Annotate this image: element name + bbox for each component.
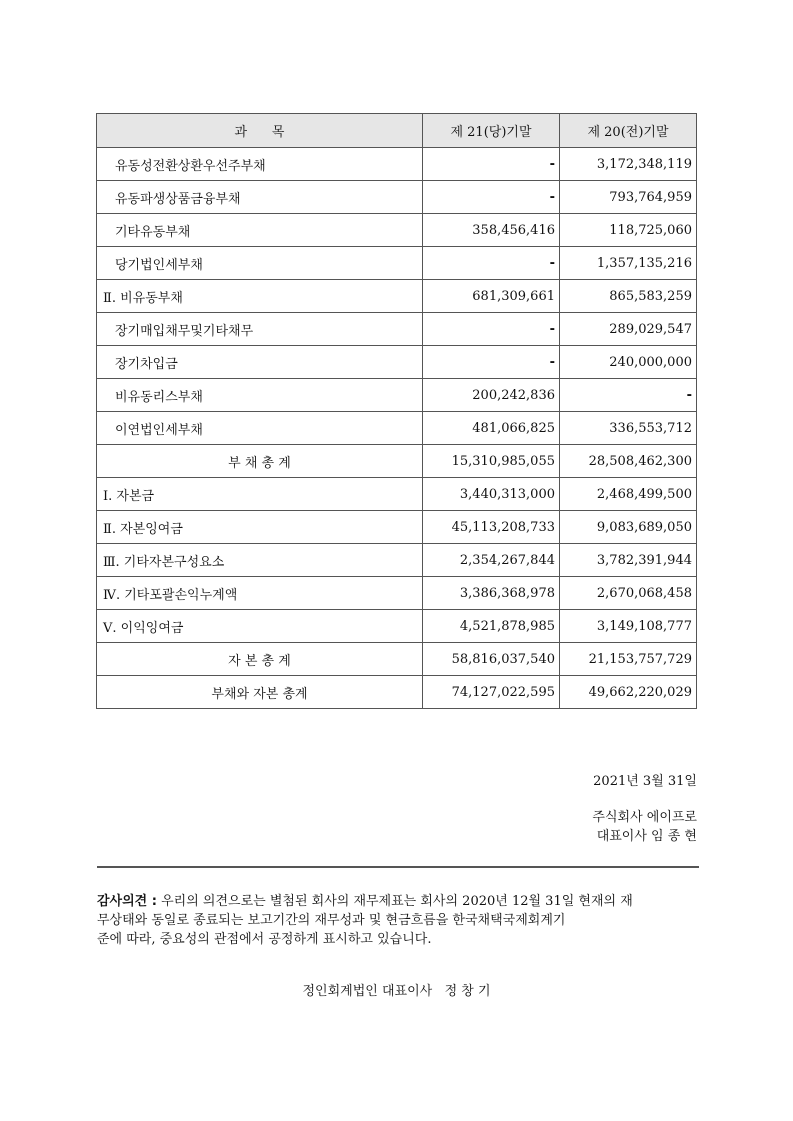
- table-row: [97, 445, 697, 478]
- account-name: Ⅰ. 자본금: [97, 478, 423, 511]
- prior-amount: 118,725,060: [560, 214, 697, 247]
- prior-amount: 336,553,712: [560, 412, 697, 445]
- header-account: 과 목: [97, 114, 423, 148]
- account-name: Ⅲ. 기타자본구성요소: [97, 544, 423, 577]
- prior-amount: 3,149,108,777: [560, 610, 697, 643]
- table-row: [97, 478, 697, 511]
- account-name: 자 본 총 계: [97, 643, 423, 676]
- prior-amount: 240,000,000: [560, 346, 697, 379]
- audit-line-3: 준에 따라, 중요성의 관점에서 공정하게 표시하고 있습니다.: [97, 932, 432, 947]
- prior-amount: 2,670,068,458: [560, 577, 697, 610]
- prior-amount: -: [560, 379, 697, 412]
- current-amount: 2,354,267,844: [423, 544, 560, 577]
- financial-table: [96, 113, 697, 709]
- current-amount: 4,521,878,985: [423, 610, 560, 643]
- prior-amount: 793,764,959: [560, 181, 697, 214]
- current-amount: 358,456,416: [423, 214, 560, 247]
- table-row: [97, 610, 697, 643]
- account-name: 기타유동부채: [97, 214, 423, 247]
- audit-text-1: 우리의 의견으로는 별첨된 회사의 재무제표는 회사의 2020년 12월 31일 현재의 재: [156, 894, 633, 909]
- company-ceo: 대표이사 임 종 현: [596, 829, 697, 844]
- table-row: [97, 643, 697, 676]
- table-row: [97, 313, 697, 346]
- table-row: [97, 148, 697, 181]
- prior-amount: 3,782,391,944: [560, 544, 697, 577]
- header-prior-period: 제 20(전)기말: [560, 114, 697, 148]
- prior-amount: 2,468,499,500: [560, 478, 697, 511]
- table-row: [97, 280, 697, 313]
- current-amount: 45,113,208,733: [423, 511, 560, 544]
- current-amount: -: [423, 346, 560, 379]
- account-name: 당기법인세부채: [97, 247, 423, 280]
- prior-amount: 3,172,348,119: [560, 148, 697, 181]
- table-row: [97, 544, 697, 577]
- current-amount: 481,066,825: [423, 412, 560, 445]
- current-amount: -: [423, 313, 560, 346]
- table-row: [97, 379, 697, 412]
- account-name: 비유동리스부채: [97, 379, 423, 412]
- prior-amount: 865,583,259: [560, 280, 697, 313]
- audit-line-1: [97, 892, 707, 911]
- report-date: 2021년 3월 31일: [593, 774, 697, 789]
- account-name: Ⅱ. 자본잉여금: [97, 511, 423, 544]
- audit-line-2: 무상태와 동일로 종료되는 보고기간의 재무성과 및 현금흐름을 한국채택국제회계기: [97, 913, 566, 928]
- company-name: 주식회사 에이프로: [592, 810, 697, 825]
- audit-label: 감사의견 :: [97, 894, 157, 909]
- account-name: Ⅳ. 기타포괄손익누계액: [97, 577, 423, 610]
- prior-amount: 21,153,757,729: [560, 643, 697, 676]
- table-row: [97, 676, 697, 709]
- current-amount: 3,440,313,000: [423, 478, 560, 511]
- audit-opinion: [97, 892, 707, 949]
- current-amount: 74,127,022,595: [423, 676, 560, 709]
- table-header-row: [97, 114, 697, 148]
- current-amount: -: [423, 148, 560, 181]
- current-amount: 681,309,661: [423, 280, 560, 313]
- account-name: 부 채 총 계: [97, 445, 423, 478]
- current-amount: -: [423, 247, 560, 280]
- company-block: [592, 808, 697, 846]
- prior-amount: 49,662,220,029: [560, 676, 697, 709]
- prior-amount: 1,357,135,216: [560, 247, 697, 280]
- current-amount: 15,310,985,055: [423, 445, 560, 478]
- table-row: [97, 346, 697, 379]
- prior-amount: 9,083,689,050: [560, 511, 697, 544]
- table-row: [97, 511, 697, 544]
- prior-amount: 289,029,547: [560, 313, 697, 346]
- account-name: 장기차입금: [97, 346, 423, 379]
- table-row: [97, 577, 697, 610]
- account-name: 유동성전환상환우선주부채: [97, 148, 423, 181]
- account-name: 이연법인세부채: [97, 412, 423, 445]
- account-name: 유동파생상품금융부채: [97, 181, 423, 214]
- prior-amount: 28,508,462,300: [560, 445, 697, 478]
- current-amount: 58,816,037,540: [423, 643, 560, 676]
- auditor-signature: 정인회계법인 대표이사 정 창 기: [302, 984, 491, 999]
- table-row: [97, 247, 697, 280]
- current-amount: 3,386,368,978: [423, 577, 560, 610]
- account-name: Ⅱ. 비유동부채: [97, 280, 423, 313]
- header-current-period: 제 21(당)기말: [423, 114, 560, 148]
- account-name: 부채와 자본 총계: [97, 676, 423, 709]
- section-divider: [97, 866, 699, 868]
- table-row: [97, 412, 697, 445]
- account-name: Ⅴ. 이익잉여금: [97, 610, 423, 643]
- table-row: [97, 214, 697, 247]
- current-amount: 200,242,836: [423, 379, 560, 412]
- current-amount: -: [423, 181, 560, 214]
- account-name: 장기매입채무및기타채무: [97, 313, 423, 346]
- table-row: [97, 181, 697, 214]
